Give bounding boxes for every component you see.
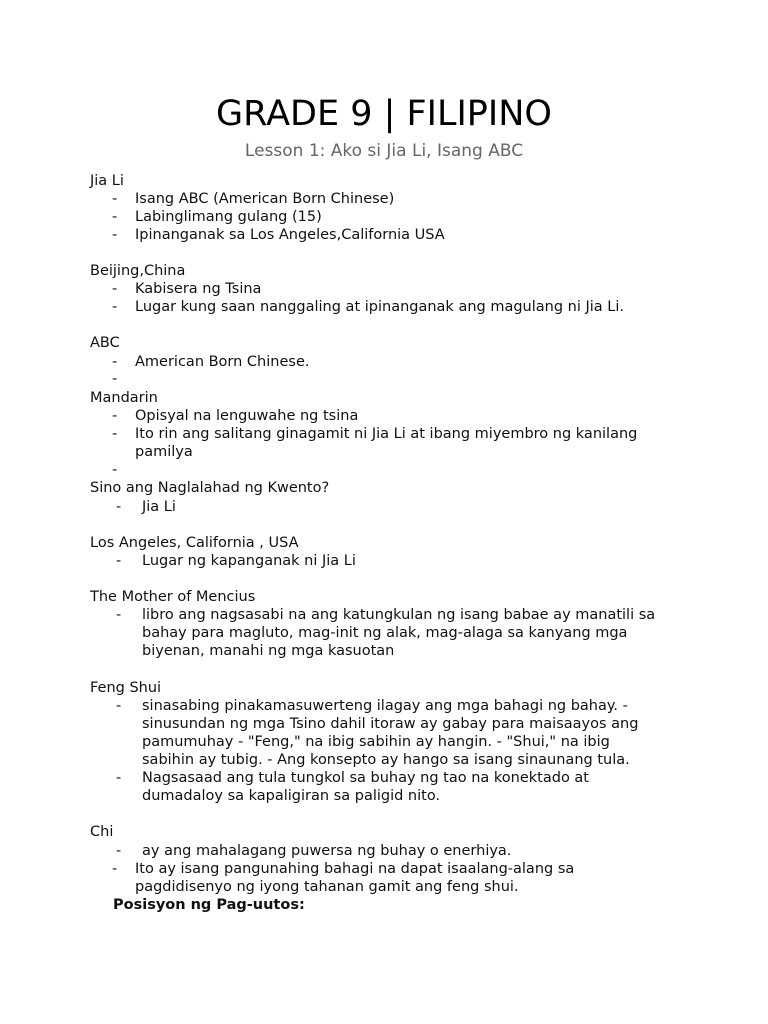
bullet-dash: -	[112, 299, 118, 315]
bullet-dash: -	[112, 462, 118, 478]
list-item-text: libro ang nagsasabi na ang katungkulan ng isang babae ay manatili sa bahay para magluto, mag-init ng alak, mag-alaga sa kanyang mga biyenan, manahi ng mga kasuotan	[142, 607, 656, 659]
list-item-text: Lugar kung saan nanggaling at ipinanganak ang magulang ni Jia Li.	[135, 299, 624, 315]
bullet-dash: -	[112, 209, 118, 225]
list-item-text: sinasabing pinakamasuwerteng ilagay ang mga bahagi ng bahay. - sinusundan ng mga Tsino dahil itoraw ay gabay para maisaayos ang pamumuhay - "Feng," na ibig sabihin ay hangin. - "Shui," na ibig sabihin ay tubig. - Ang konsepto ay hango sa isang sinaunang tula.	[142, 698, 639, 768]
bullet-dash: -	[116, 499, 122, 515]
list-item-text: Isang ABC (American Born Chinese)	[135, 191, 395, 207]
bullet-dash: -	[112, 426, 118, 442]
bullet-dash: -	[116, 553, 122, 569]
bullet-dash: -	[112, 408, 118, 424]
list-item-text: Kabisera ng Tsina	[135, 281, 262, 297]
section-heading: Sino ang Naglalahad ng Kwento?	[90, 480, 330, 496]
bullet-dash: -	[112, 227, 118, 243]
section-heading: The Mother of Mencius	[90, 589, 256, 605]
bullet-dash: -	[112, 191, 118, 207]
page-subtitle: Lesson 1: Ako si Jia Li, Isang ABC	[244, 141, 524, 161]
section-heading: Beijing,China	[90, 263, 186, 279]
list-item-text: ay ang mahalagang puwersa ng buhay o enerhiya.	[142, 843, 512, 859]
list-item-text: Ipinanganak sa Los Angeles,California USA	[135, 227, 445, 243]
bullet-dash: -	[116, 843, 122, 859]
section-heading: Jia Li	[90, 173, 124, 189]
bullet-dash: -	[112, 354, 118, 370]
list-item-text: Ito ay isang pangunahing bahagi na dapat isaalang-alang sa pagdidisenyo ng iyong tahanan gamit ang feng shui.	[135, 861, 575, 895]
list-item-text: Labinglimang gulang (15)	[135, 209, 322, 225]
bullet-dash: -	[112, 861, 118, 877]
bullet-dash: -	[116, 607, 122, 623]
list-item-text: American Born Chinese.	[135, 354, 310, 370]
bullet-dash: -	[116, 698, 122, 714]
bullet-dash: -	[116, 770, 122, 786]
section-heading: Chi	[90, 824, 114, 840]
bullet-dash: -	[112, 371, 118, 387]
bold-heading: Posisyon ng Pag-uutos:	[113, 897, 305, 913]
list-item-text: Lugar ng kapanganak ni Jia Li	[142, 553, 356, 569]
section-heading: Mandarin	[90, 390, 158, 406]
list-item-text: Nagsasaad ang tula tungkol sa buhay ng tao na konektado at dumadaloy sa kapaligiran sa paligid nito.	[142, 770, 589, 804]
section-heading: ABC	[90, 335, 120, 351]
page-title: GRADE 9 | FILIPINO	[216, 94, 552, 134]
list-item-text: Ito rin ang salitang ginagamit ni Jia Li at ibang miyembro ng kanilang pamilya	[135, 426, 638, 460]
list-item-text: Opisyal na lenguwahe ng tsina	[135, 408, 359, 424]
section-heading: Los Angeles, California , USA	[90, 535, 299, 551]
list-item-text: Jia Li	[142, 499, 176, 515]
bullet-dash: -	[112, 281, 118, 297]
section-heading: Feng Shui	[90, 680, 162, 696]
